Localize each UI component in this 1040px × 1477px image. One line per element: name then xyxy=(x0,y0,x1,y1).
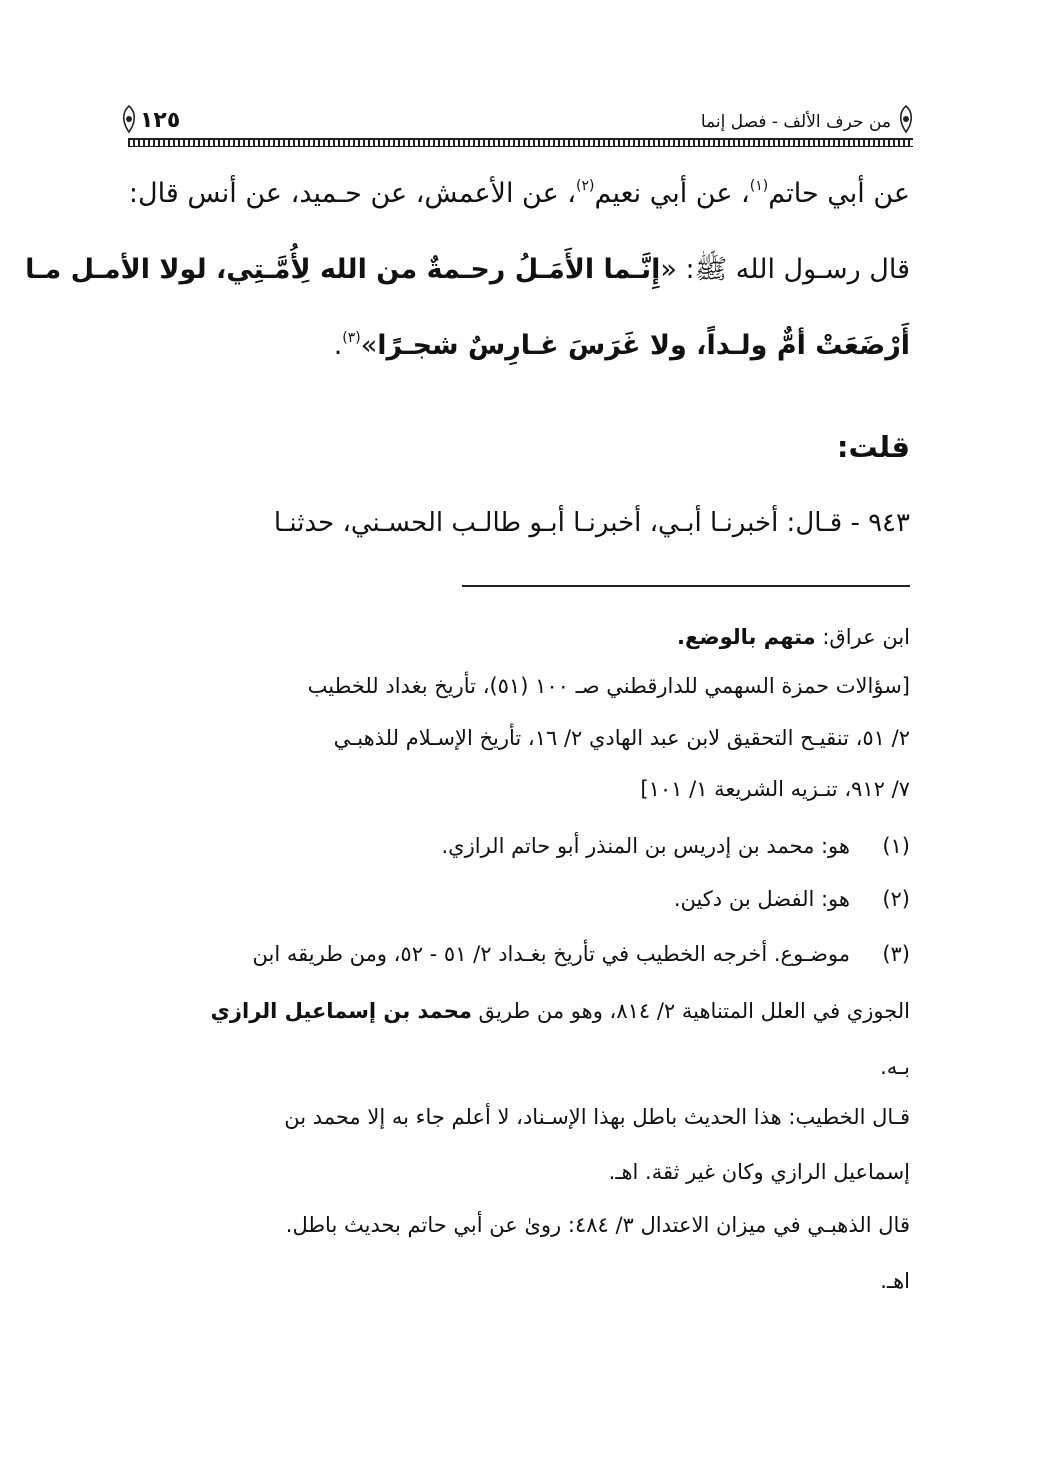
text-line xyxy=(130,164,910,223)
footnote-line xyxy=(130,992,910,1030)
footnote-ref[interactable]: (٢) xyxy=(576,178,595,194)
page-number: ١٢٥ xyxy=(140,108,181,133)
footnote-line: [سؤالات حمزة السهمي للدارقطني صـ ١٠٠ (٥١)، تأريخ بغداد للخطيب xyxy=(307,674,910,698)
text-run: ، عن أبي نعيم xyxy=(594,178,750,209)
text-run: محمد بن إسماعيل الرازي xyxy=(210,999,472,1023)
footnote-number: (٣) xyxy=(882,942,910,966)
text-run: . xyxy=(333,330,343,361)
footnote-number: (٢) xyxy=(882,887,910,911)
footnote-ref[interactable]: (١) xyxy=(749,178,769,194)
footnote-line: قال الذهبـي في ميزان الاعتدال ٣/ ٤٨٤: روىٰ عن أبي حاتم بحديث باطل. xyxy=(285,1213,910,1237)
text-run: ، عن الأعمش، عن حـميد، عن أنس قال: xyxy=(128,178,576,209)
running-title: من حرف الألف - فصل إنما xyxy=(700,112,891,132)
footnote-3 xyxy=(130,935,910,973)
footnote-ref[interactable]: (٣) xyxy=(342,330,361,346)
footnote-line: بـه. xyxy=(880,1055,910,1079)
hadith-text: أَرْضَعَتْ أمٌّ ولـداً، ولا غَرَسَ غـارِسٌ شجـرًا xyxy=(377,330,910,361)
text-run: متهم بالوضع. xyxy=(677,625,816,649)
footnote-body: هو: الفضل بن دكين. xyxy=(673,887,850,911)
footnote-body: موضـوع. أخرجه الخطيب في تأريخ بغـداد ٢/ ٥١ - ٥٢، ومن طريقه ابن xyxy=(252,942,850,966)
footnote-body: هو: محمد بن إدريس بن المنذر أبو حاتم الرازي. xyxy=(441,834,850,858)
text-run: الجوزي في العلل المتناهية ٢/ ٨١٤، وهو من طريق xyxy=(471,999,910,1023)
footnote-line: ٢/ ٥١، تنقيـح التحقيق لابن عبد الهادي ٢/ ١٦، تأريخ الإسـلام للذهبـي xyxy=(333,726,910,750)
footnote-line xyxy=(130,618,910,656)
text-line xyxy=(130,316,910,375)
text-run: » xyxy=(360,330,378,361)
numbered-entry: ٩٤٣ - قـال: أخبرنـا أبـي، أخبرنـا أبـو طالـب الحسـني، حدثنـا xyxy=(273,508,910,538)
text-run: عن أبي حاتم xyxy=(768,178,910,209)
footnote-line: ٧/ ٩١٢، تنـزيه الشريعة ١/ ١٠١] xyxy=(640,777,910,801)
text-run: قال رسـول الله ﷺ: « xyxy=(660,254,910,285)
hadith-text: إِنَّـما الأَمَـلُ رحـمةٌ من الله لِأُمَّـتِي، لولا الأمـل مـا xyxy=(25,254,661,285)
footnote-separator xyxy=(462,585,910,587)
footnote-number: (١) xyxy=(882,834,910,858)
text-line xyxy=(25,240,910,299)
main-text xyxy=(25,0,910,420)
footnote-line: إسماعيل الرازي وكان غير ثقة. اهـ. xyxy=(608,1160,910,1184)
footnote-2 xyxy=(130,880,910,918)
footnote-1 xyxy=(130,827,910,865)
footnote-line: اهـ. xyxy=(880,1269,910,1293)
text-run: ابن عراق: xyxy=(815,625,910,649)
footnote-line: قـال الخطيب: هذا الحديث باطل بهذا الإسـناد، لا أعلم جاء به إلا محمد بن xyxy=(284,1105,910,1129)
section-heading: قلت: xyxy=(836,430,910,464)
